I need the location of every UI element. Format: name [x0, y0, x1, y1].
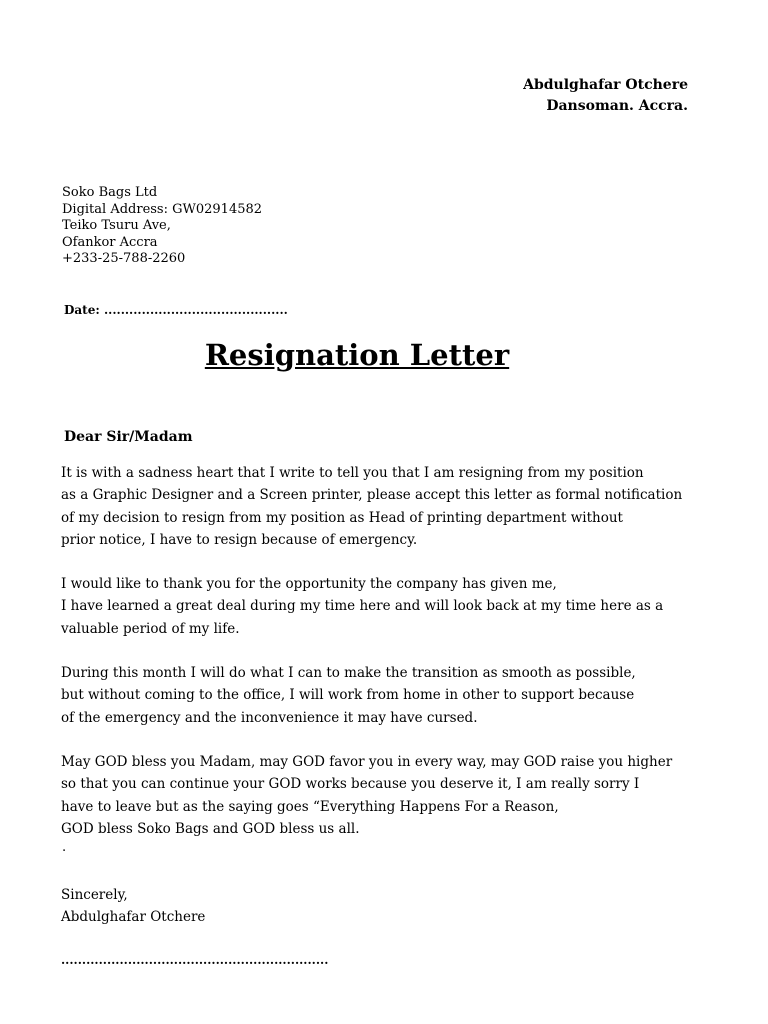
signer-name: Abdulghafar Otchere — [61, 909, 206, 925]
recipient-digital-address: Digital Address: GW02914582 — [62, 201, 263, 217]
signature-line: ................................................................ — [61, 953, 329, 967]
salutation: Dear Sir/Madam — [64, 429, 193, 445]
body-line: I have learned a great deal during my time here and will look back at my time here as a — [61, 598, 664, 615]
body-line: valuable period of my life. — [61, 620, 240, 637]
recipient-street: Teiko Tsuru Ave, — [62, 218, 171, 233]
date-line — [64, 303, 288, 317]
paragraph-2 — [61, 573, 682, 640]
closing-block — [61, 884, 205, 928]
body-line: prior notice, I have to resign because of emergency. — [61, 531, 418, 548]
body-line: I would like to thank you for the opportunity the company has given me, — [61, 576, 557, 593]
body-line: have to leave but as the saying goes “Everything Happens For a Reason, — [61, 798, 559, 815]
recipient-block — [62, 185, 262, 268]
paragraph-1 — [61, 462, 682, 551]
date-placeholder: ............................................ — [103, 303, 288, 317]
body-line: May GOD bless you Madam, may GOD favor you in every way, may GOD raise you higher — [61, 753, 673, 770]
recipient-company: Soko Bags Ltd — [62, 185, 158, 200]
paragraph-4 — [61, 751, 682, 840]
stray-period: . — [62, 840, 67, 855]
sender-block — [523, 75, 688, 117]
date-label: Date: — [64, 303, 100, 317]
body-line: GOD bless Soko Bags and GOD bless us all. — [61, 820, 360, 837]
body-line: but without coming to the office, I will work from home in other to support because — [61, 687, 635, 704]
document-title: Resignation Letter — [204, 338, 510, 372]
body-line: so that you can continue your GOD works because you deserve it, I am really sorry I — [61, 776, 640, 793]
body-line: of the emergency and the inconvenience it may have cursed. — [61, 709, 478, 726]
valediction: Sincerely, — [61, 887, 128, 903]
body-line: of my decision to resign from my position as Head of printing department without — [61, 509, 623, 526]
recipient-phone: +233-25-788-2260 — [62, 251, 186, 266]
sender-address: Dansoman. Accra. — [546, 98, 688, 114]
paragraph-3 — [61, 662, 682, 729]
recipient-city: Ofankor Accra — [62, 234, 158, 250]
body-line: During this month I will do what I can to make the transition as smooth as possible, — [61, 665, 636, 682]
body-line: as a Graphic Designer and a Screen printer, please accept this letter as formal notification — [61, 487, 683, 504]
body-line: It is with a sadness heart that I write to tell you that I am resigning from my position — [61, 465, 644, 481]
sender-name: Abdulghafar Otchere — [523, 77, 688, 93]
letter-body — [61, 462, 682, 862]
